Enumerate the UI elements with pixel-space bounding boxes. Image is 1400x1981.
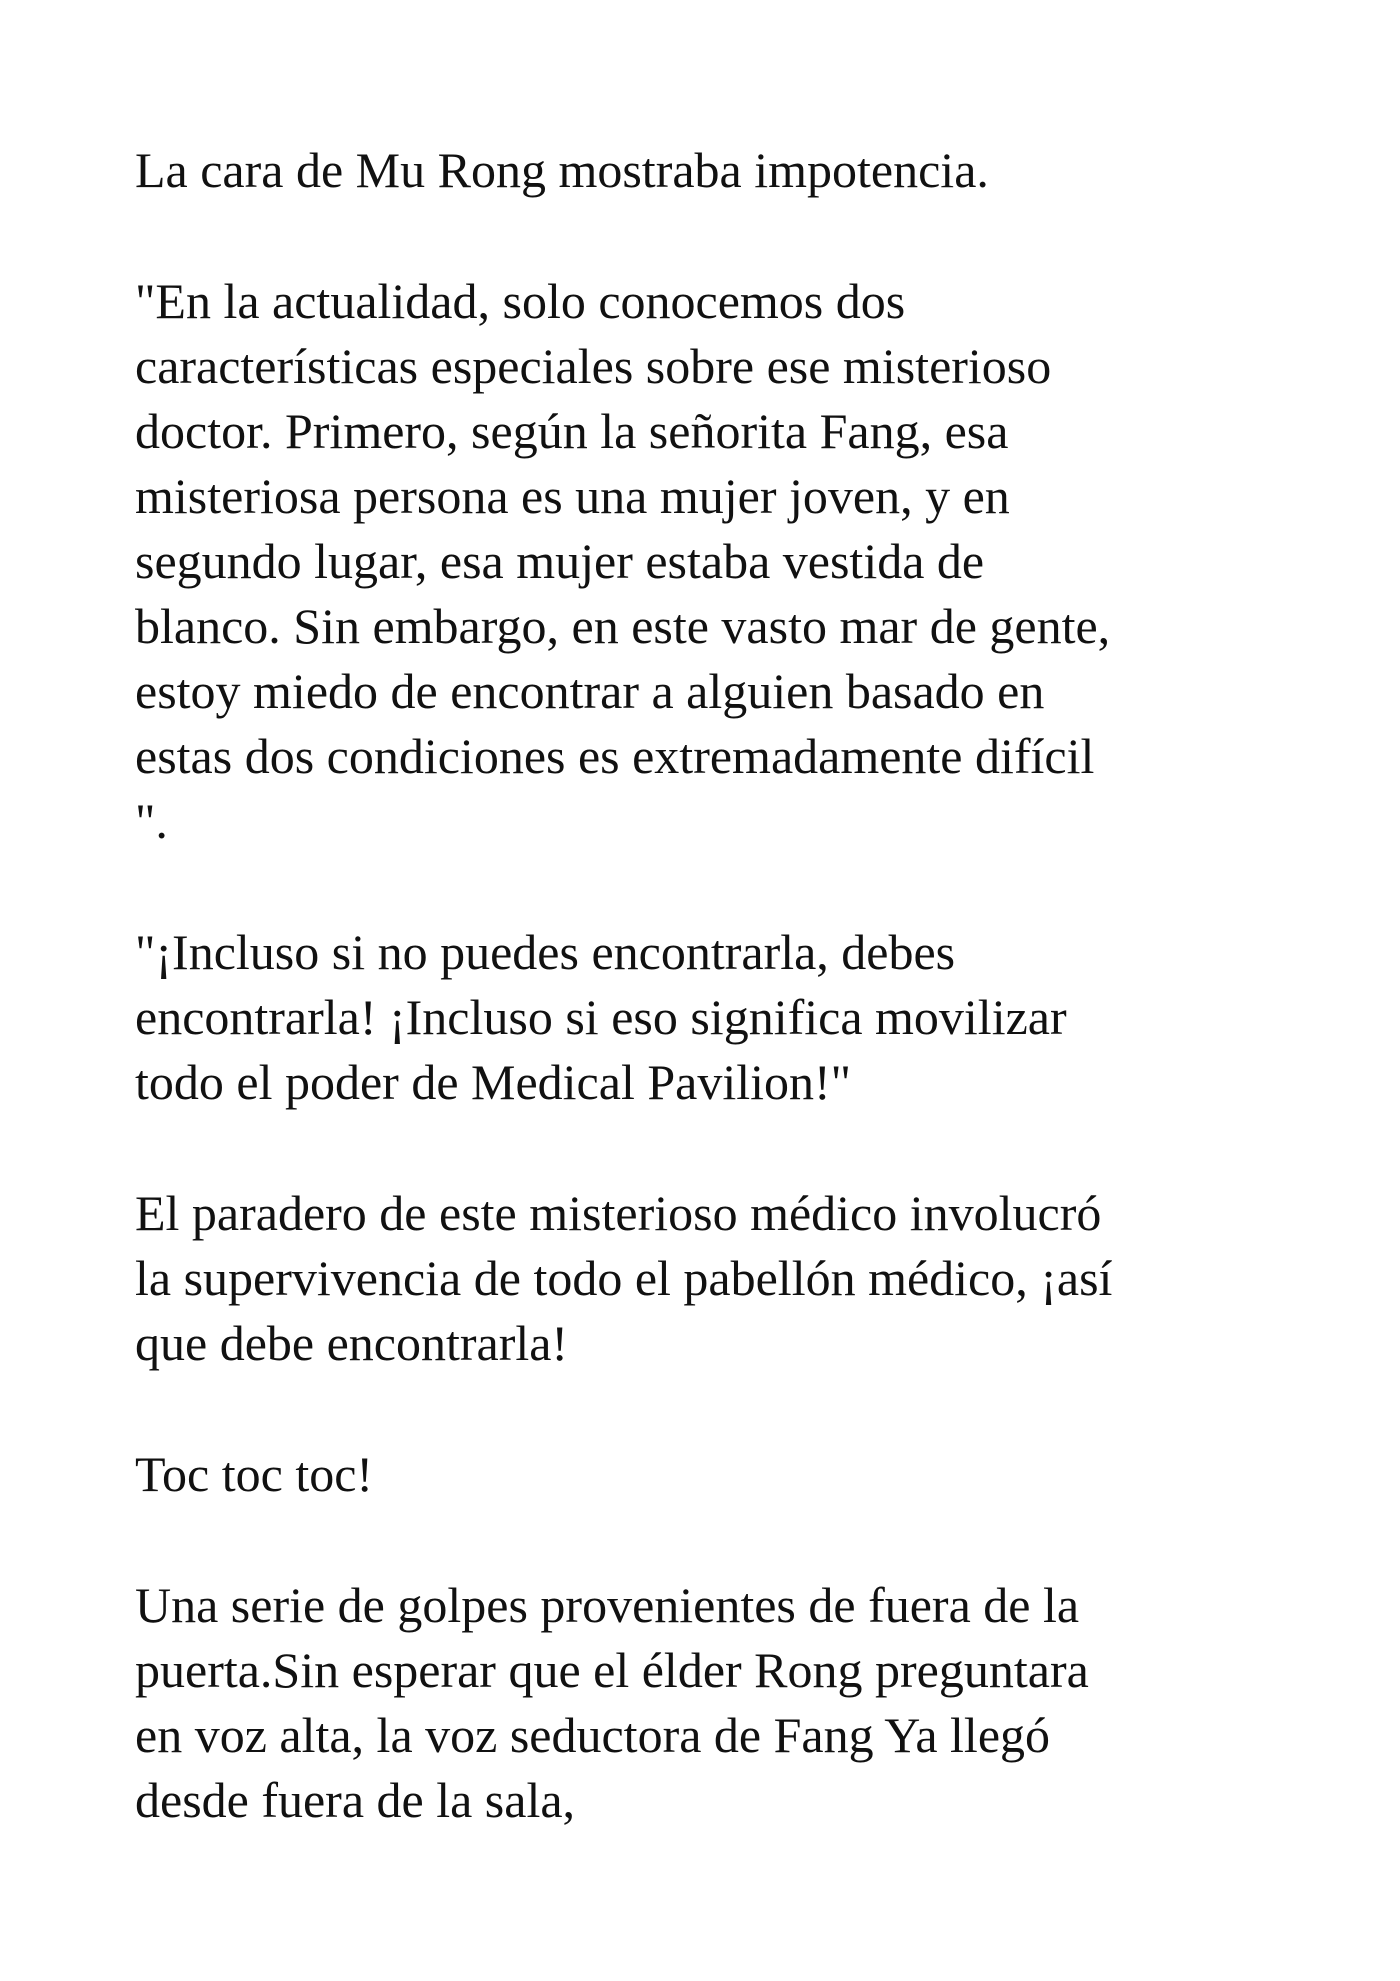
text-line: estoy miedo de encontrar a alguien basado en xyxy=(135,663,1045,719)
text-line: "¡Incluso si no puedes encontrarla, debes xyxy=(135,924,956,980)
text-line: puerta.Sin esperar que el élder Rong preguntara xyxy=(135,1642,1089,1698)
paragraph xyxy=(135,269,1275,854)
text-line: La cara de Mu Rong mostraba impotencia. xyxy=(135,142,989,198)
text-line: Una serie de golpes provenientes de fuera de la xyxy=(135,1577,1080,1633)
paragraph xyxy=(135,1573,1275,1833)
document-body xyxy=(135,138,1275,1899)
text-line: ". xyxy=(135,793,168,849)
text-line: encontrarla! ¡Incluso si eso significa movilizar xyxy=(135,989,1067,1045)
paragraph xyxy=(135,920,1275,1115)
text-line: la supervivencia de todo el pabellón médico, ¡así xyxy=(135,1250,1113,1306)
text-line: El paradero de este misterioso médico involucró xyxy=(135,1185,1102,1241)
paragraph xyxy=(135,1181,1275,1376)
paragraph xyxy=(135,138,1275,203)
text-line: características especiales sobre ese misterioso xyxy=(135,338,1052,394)
text-line: segundo lugar, esa mujer estaba vestida de xyxy=(135,533,985,589)
text-line: doctor. Primero, según la señorita Fang, esa xyxy=(135,403,1009,459)
text-line: misteriosa persona es una mujer joven, y en xyxy=(135,468,1010,524)
text-line: que debe encontrarla! xyxy=(135,1315,569,1371)
text-line: Toc toc toc! xyxy=(135,1446,374,1502)
paragraph xyxy=(135,1442,1275,1507)
text-line: desde fuera de la sala, xyxy=(135,1772,576,1828)
text-line: todo el poder de Medical Pavilion!" xyxy=(135,1054,852,1110)
text-line: en voz alta, la voz seductora de Fang Ya llegó xyxy=(135,1707,1051,1763)
text-line: blanco. Sin embargo, en este vasto mar de gente, xyxy=(135,598,1111,654)
text-line: estas dos condiciones es extremadamente difícil xyxy=(135,728,1095,784)
text-line: "En la actualidad, solo conocemos dos xyxy=(135,273,906,329)
